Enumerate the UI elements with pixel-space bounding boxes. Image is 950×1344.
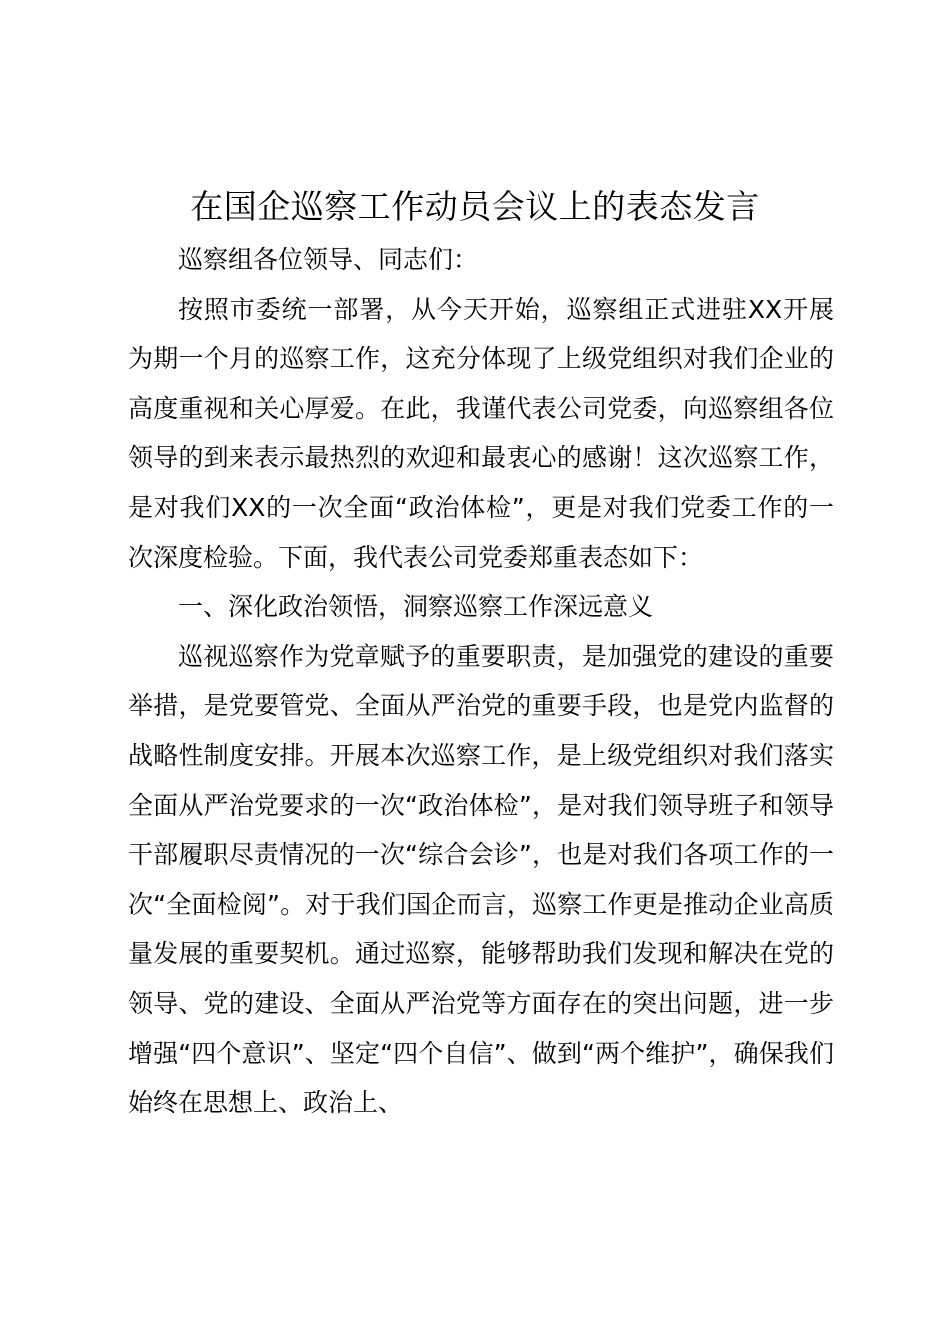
document-body bbox=[128, 235, 834, 1128]
document-title: 在国企巡察工作动员会议上的表态发言 bbox=[190, 187, 760, 226]
section-paragraph: 巡视巡察作为党章赋予的重要职责，是加强党的建设的重要举措，是党要管党、全面从严治党的重要手段，也是党内监督的战略性制度安排。开展本次巡察工作，是上级党组织对我们落实全面从严治党要求的一次“政治体检”，是对我们领导班子和领导干部履职尽责情况的一次“综合会诊”，也是对我们各项工作的一次“全面检阅”。对于我们国企而言，巡察工作更是推动企业高质量发展的重要契机。通过巡察，能够帮助我们发现和解决在党的领导、党的建设、全面从严治党等方面存在的突出问题，进一步增强“四个意识”、坚定“四个自信”、做到“两个维护”，确保我们始终在思想上、政治上、 bbox=[128, 641, 834, 1118]
salutation: 巡察组各位领导、同志们： bbox=[178, 245, 479, 274]
intro-paragraph: 按照市委统一部署，从今天开始，巡察组正式进驻XX开展为期一个月的巡察工作，这充分体现了上级党组织对我们企业的高度重视和关心厚爱。在此，我谨代表公司党委，向巡察组各位领导的到来表示最热烈的欢迎和最衷心的感谢！这次巡察工作，是对我们XX的一次全面“政治体检”，更是对我们党委工作的一次深度检验。下面，我代表公司党委郑重表态如下： bbox=[128, 294, 834, 572]
section-heading: 一、深化政治领悟，洞察巡察工作深远意义 bbox=[178, 592, 654, 622]
